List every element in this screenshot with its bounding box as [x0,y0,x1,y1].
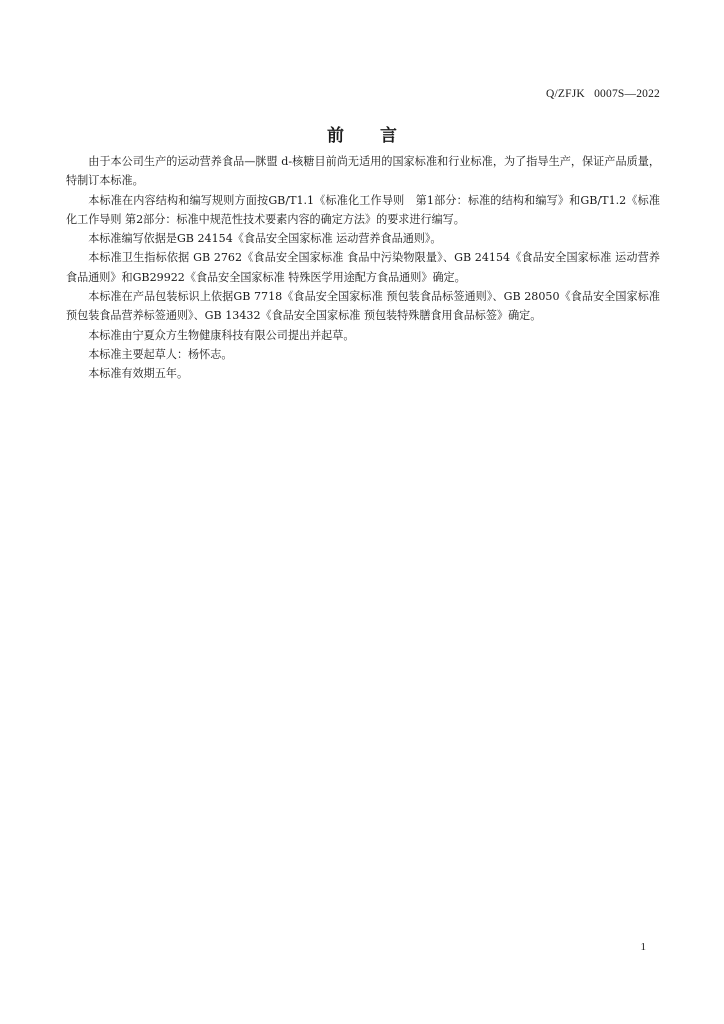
paragraph-hygiene-indicators: 本标准卫生指标依据 GB 2762《食品安全国家标准 食品中污染物限量》、GB 24154《食品安全国家标准 运动营养食品通则》和GB29922《食品安全国家标准 特殊医学用途配方食品通则》确定。 [66,251,660,284]
paragraph-structure-rules: 本标准在内容结构和编写规则方面按GB/T1.1《标准化工作导则 第1部分：标准的结构和编写》和GB/T1.2《标准化工作导则 第2部分：标准中规范性技术要素内容的确定方法》的要求进行编写。 [66,193,660,226]
paragraph-basis: 本标准编写依据是GB 24154《食品安全国家标准 运动营养食品通则》。 [88,232,442,246]
paragraph-labeling: 本标准在产品包装标识上依据GB 7718《食品安全国家标准 预包装食品标签通则》、GB 28050《食品安全国家标准 预包装食品营养标签通则》、GB 13432《食品安全国家标准 预包装特殊膳食用食品标签》确定。 [66,290,660,323]
paragraph-validity: 本标准有效期五年。 [88,367,189,381]
paragraph-purpose: 由于本公司生产的运动营养食品—脒盟 d-核糖目前尚无适用的国家标准和行业标准，为了指导生产，保证产品质量，特制订本标准。 [66,155,660,188]
page-title: 前言 [327,126,433,146]
document-code: Q/ZFJK 0007S—2022 [545,88,660,100]
paragraph-proposer: 本标准由宁夏众方生物健康科技有限公司提出并起草。 [88,328,355,342]
foreword-body [66,152,660,384]
paragraph-drafter: 本标准主要起草人：杨怀志。 [88,347,233,361]
page-number: 1 [640,941,646,953]
